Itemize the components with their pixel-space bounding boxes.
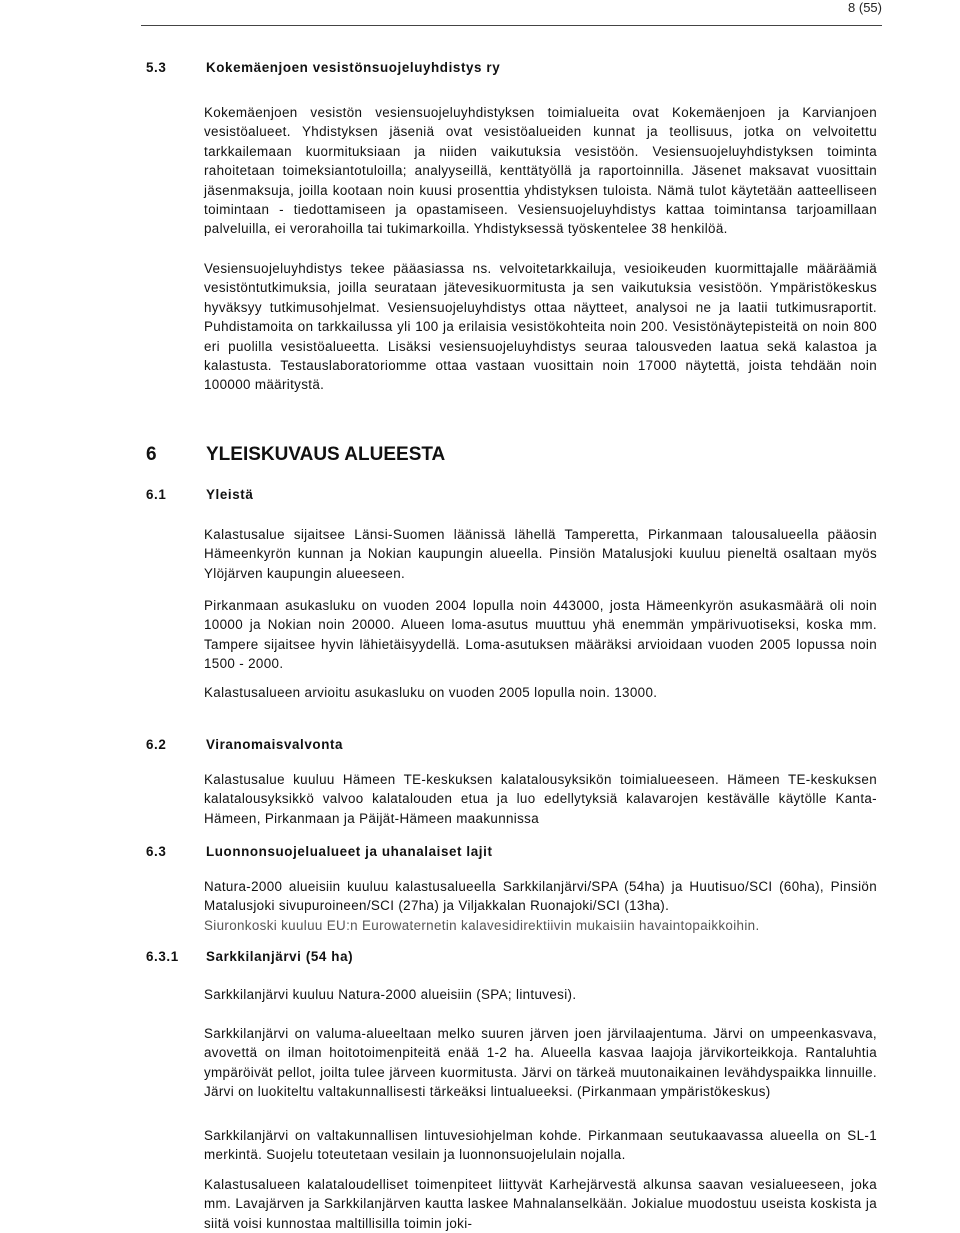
paragraph-text: Vesiensuojeluyhdistys tekee pääasiassa ns. velvoitetarkkailuja, vesioikeuden kuormittajalle määräämiä vesistöntutkimuksia, joilla seurataan jätevesikuormitusta ja sen vaikutuksia vesistöön. Ympäristökeskus hyväksyy tutkimusohjelmat. Vesiensuojeluyhdistys ottaa näytteet, analysoi ne ja laatii tutkimusraportit. Puhdistamoita on tarkkailussa yli 100 ja erilaisia vesistökohteita noin 200. Vesistönäytepisteitä on noin 800 eri puolilla vesistöalueetta. Lisäksi vesiensuojeluyhdistys seuraa talousveden laatua sekä kalastoa ja kalastusta. Testauslaboratoriomme ottaa vastaan vuosittain noin 17000 näytettä, joista tehdään noin 100000 määritystä. bbox=[204, 261, 877, 393]
section-number: 6.2 bbox=[146, 737, 167, 752]
paragraph-text: Kalastusalueen kalataloudelliset toimenpiteet liittyvät Karhejärvestä alkunsa saavan vesialueeseen, joka mm. Lavajärven ja Sarkkilanjärven kautta laskee Mahnalanselkään. Jokialue muodostuu useista koskista ja siitä voisi kunnostaa maltillisilla toimin joki- bbox=[204, 1177, 877, 1231]
paragraph-text: Kalastusalueen arvioitu asukasluku on vuoden 2005 lopulla noin. 13000. bbox=[204, 685, 658, 700]
section-title: Yleistä bbox=[206, 487, 254, 502]
paragraph-6-3-1-3 bbox=[204, 1126, 877, 1165]
paragraph-5-3-2 bbox=[204, 259, 877, 395]
section-title: Kokemäenjoen vesistönsuojeluyhdistys ry bbox=[206, 60, 501, 75]
chapter-heading-6 bbox=[146, 444, 445, 466]
chapter-number: 6 bbox=[146, 444, 157, 465]
section-number: 5.3 bbox=[146, 60, 167, 75]
paragraph-6-2-1 bbox=[204, 770, 877, 828]
paragraph-text: Pirkanmaan asukasluku on vuoden 2004 lopulla noin 443000, josta Hämeenkyrön asukasmäärä oli noin 10000 ja Nokian noin 20000. Alueen loma-asutus muuttuu yhä enemmän ympärivuotiseksi, koska mm. Tampere sijaitsee hyvin lähietäisyydellä. Loma-asutuksen määräksi arvioidaan vuoden 2005 lopussa noin 1500 - 2000. bbox=[204, 598, 877, 672]
paragraph-text: Sarkkilanjärvi on valuma-alueeltaan melko suuren järven joen järvilaajentuma. Järvi on umpeenkasvava, avovettä on ilman hoitotoimenpiteitä enää 1-2 ha. Alueella kasvaa laajoja järvikorteikkoja. Rantaluhtia ympäröivät pellot, joilta tulee järveen kuormitusta. Järvi on tärkeä muutonaikainen levähdyspaikka linnuille. Järvi on luokiteltu valtakunnallisesti tärkeäksi lintualueeksi. (Pirkanmaan ympäristökeskus) bbox=[204, 1026, 877, 1100]
paragraph-text: Kalastusalue sijaitsee Länsi-Suomen läänissä lähellä Tamperetta, Pirkanmaan talousalueella pääosin Hämeenkyrön kunnan ja Nokian kaupungin alueella. Pinsiön Matalusjoki kuuluu pieneltä osaltaan myös Ylöjärven kaupungin alueeseen. bbox=[204, 527, 877, 581]
section-heading-6-3-1 bbox=[146, 949, 353, 964]
paragraph-note: Siuronkoski kuuluu EU:n Eurowaternetin kalavesidirektiivin mukaisiin havaintopaikkoihin. bbox=[204, 917, 760, 933]
paragraph-text: Natura-2000 alueisiin kuuluu kalastusalueella Sarkkilanjärvi/SPA (54ha) ja Huutisuo/SCI (60ha), Pinsiön Matalusjoki sivupuroineen/SCI (27ha) ja Viljakkalan Ruonajoki/SCI (13ha). bbox=[204, 879, 877, 914]
paragraph-text: Kokemäenjoen vesistön vesiensuojeluyhdistyksen toimialueita ovat Kokemäenjoen ja Karvianjoen vesistöalueet. Yhdistyksen jäseniä ovat vesistöalueiden kunnat ja teollisuus, jotka on velvoitettu tarkkailemaan kuormituksiaan ja niiden vaikutuksia vesistöön. Vesiensuojeluyhdistyksen toiminta rahoitetaan toimeksiantotuloilla; analyyseillä, kenttätyöllä ja raportoinnilla. Jäsenet maksavat vuosittain jäsenmaksuja, joilla kootaan noin kuusi prosenttia yhdistyksen tuloista. Nämä tulot käytetään aatteelliseen toimintaan - tiedottamiseen ja opastamiseen. Vesiensuojeluyhdistys kattaa toimintansa tarjoamillaan palveluilla, ei verorahoilla tai tukimarkoilla. Yhdistyksessä työskentelee 38 henkilöä. bbox=[204, 105, 877, 237]
section-number: 6.3 bbox=[146, 844, 167, 859]
chapter-title: YLEISKUVAUS ALUEESTA bbox=[206, 444, 446, 465]
section-title: Viranomaisvalvonta bbox=[206, 737, 344, 752]
section-title: Luonnonsuojelualueet ja uhanalaiset lajit bbox=[206, 844, 493, 859]
section-number: 6.1 bbox=[146, 487, 167, 502]
paragraph-6-3-1 bbox=[204, 877, 877, 935]
section-heading-6-3 bbox=[146, 844, 493, 859]
paragraph-text: Kalastusalue kuuluu Hämeen TE-keskuksen kalatalousyksikön toimialueeseen. Hämeen TE-keskuksen kalatalousyksikkö valvoo kalatalouden etua ja luo edellytyksiä kalavarojen kestävälle käytölle Kanta-Hämeen, Pirkanmaan ja Päijät-Hämeen maakunnissa bbox=[204, 772, 877, 826]
section-heading-6-1 bbox=[146, 487, 253, 502]
header-rule bbox=[141, 25, 882, 26]
paragraph-6-1-1 bbox=[204, 525, 877, 583]
section-title: Sarkkilanjärvi (54 ha) bbox=[206, 949, 354, 964]
paragraph-6-3-1-4 bbox=[204, 1175, 877, 1233]
section-heading-6-2 bbox=[146, 737, 343, 752]
paragraph-6-3-1-2 bbox=[204, 1024, 877, 1102]
page-number: 8 (55) bbox=[848, 0, 882, 15]
paragraph-6-1-2 bbox=[204, 596, 877, 674]
paragraph-5-3-1 bbox=[204, 103, 877, 239]
section-number: 6.3.1 bbox=[146, 949, 179, 964]
paragraph-text: Sarkkilanjärvi kuuluu Natura-2000 alueisiin (SPA; lintuvesi). bbox=[204, 987, 577, 1002]
section-heading-5-3 bbox=[146, 60, 500, 75]
paragraph-text: Sarkkilanjärvi on valtakunnallisen lintuvesiohjelman kohde. Pirkanmaan seutukaavassa alueella on SL-1 merkintä. Suojelu toteutetaan vesilain ja luonnonsuojelulain nojalla. bbox=[204, 1128, 877, 1163]
paragraph-6-3-1-1 bbox=[204, 985, 877, 1004]
paragraph-6-1-3 bbox=[204, 683, 877, 702]
